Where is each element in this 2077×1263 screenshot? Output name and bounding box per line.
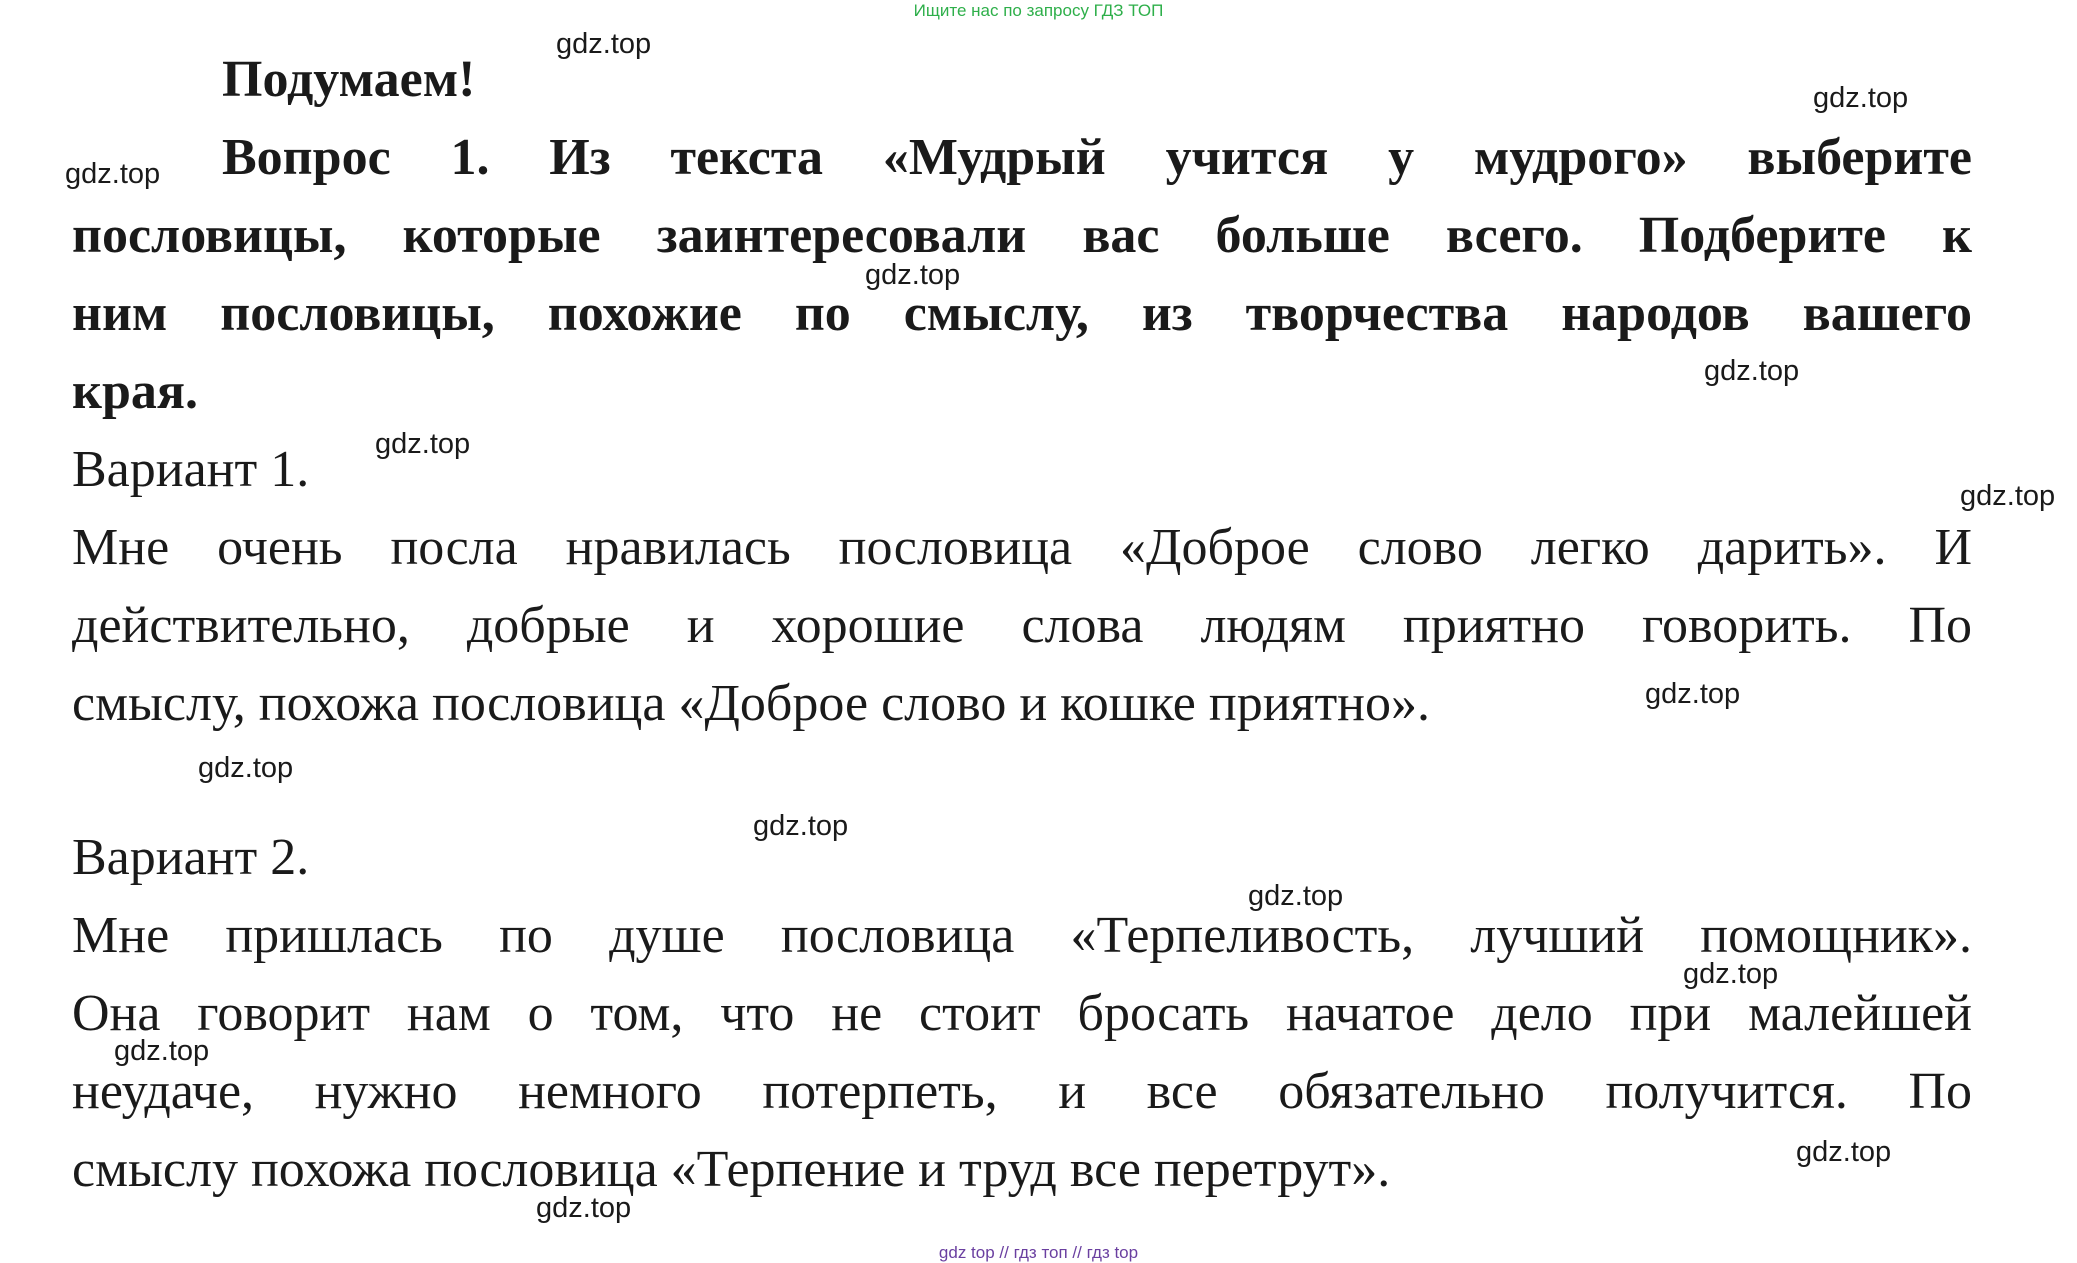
watermark: gdz.top bbox=[1645, 678, 1741, 710]
watermark: gdz.top bbox=[198, 752, 294, 784]
watermark: gdz.top bbox=[65, 158, 161, 190]
watermark: gdz.top bbox=[1813, 82, 1909, 114]
watermark: gdz.top bbox=[114, 1035, 210, 1067]
watermark: gdz.top bbox=[865, 259, 961, 291]
watermark: gdz.top bbox=[1704, 355, 1800, 387]
question-line: ним пословицы, похожие по смыслу, из творчества народов вашего bbox=[72, 285, 1972, 342]
variant-2-line: смыслу похожа пословица «Терпение и труд все перетрут». bbox=[72, 1141, 1391, 1198]
watermark: gdz.top bbox=[1248, 880, 1344, 912]
watermark: gdz.top bbox=[1960, 480, 2056, 512]
watermark: gdz.top bbox=[753, 810, 849, 842]
question-line: края. bbox=[72, 363, 199, 420]
variant-1-line: смыслу, похожа пословица «Доброе слово и кошке приятно». bbox=[72, 675, 1430, 732]
variant-2-line: Она говорит нам о том, что не стоит бросать начатое дело при малейшей bbox=[72, 985, 1972, 1042]
page-heading: Подумаем! bbox=[222, 51, 476, 108]
question-line: Вопрос 1. Из текста «Мудрый учится у мудрого» выберите bbox=[222, 129, 1972, 186]
bottom-banner: gdz top // гдз топ // гдз top bbox=[938, 1243, 1139, 1262]
top-banner: Ищите нас по запросу ГДЗ ТОП bbox=[913, 1, 1164, 20]
variant-2-line: неудаче, нужно немного потерпеть, и все обязательно получится. По bbox=[72, 1063, 1972, 1120]
watermark: gdz.top bbox=[1683, 958, 1779, 990]
watermark: gdz.top bbox=[375, 428, 471, 460]
variant-1-line: Мне очень посла нравилась пословица «Доброе слово легко дарить». И bbox=[72, 519, 1972, 576]
variant-2-title: Вариант 2. bbox=[72, 829, 310, 886]
watermark: gdz.top bbox=[556, 28, 652, 60]
question-line: пословицы, которые заинтересовали вас больше всего. Подберите к bbox=[72, 207, 1972, 264]
watermark: gdz.top bbox=[1796, 1136, 1892, 1168]
watermark: gdz.top bbox=[536, 1192, 632, 1224]
variant-2-line: Мне пришлась по душе пословица «Терпеливость, лучший помощник». bbox=[72, 907, 1972, 964]
variant-1-line: действительно, добрые и хорошие слова людям приятно говорить. По bbox=[72, 597, 1972, 654]
variant-1-title: Вариант 1. bbox=[72, 441, 310, 498]
